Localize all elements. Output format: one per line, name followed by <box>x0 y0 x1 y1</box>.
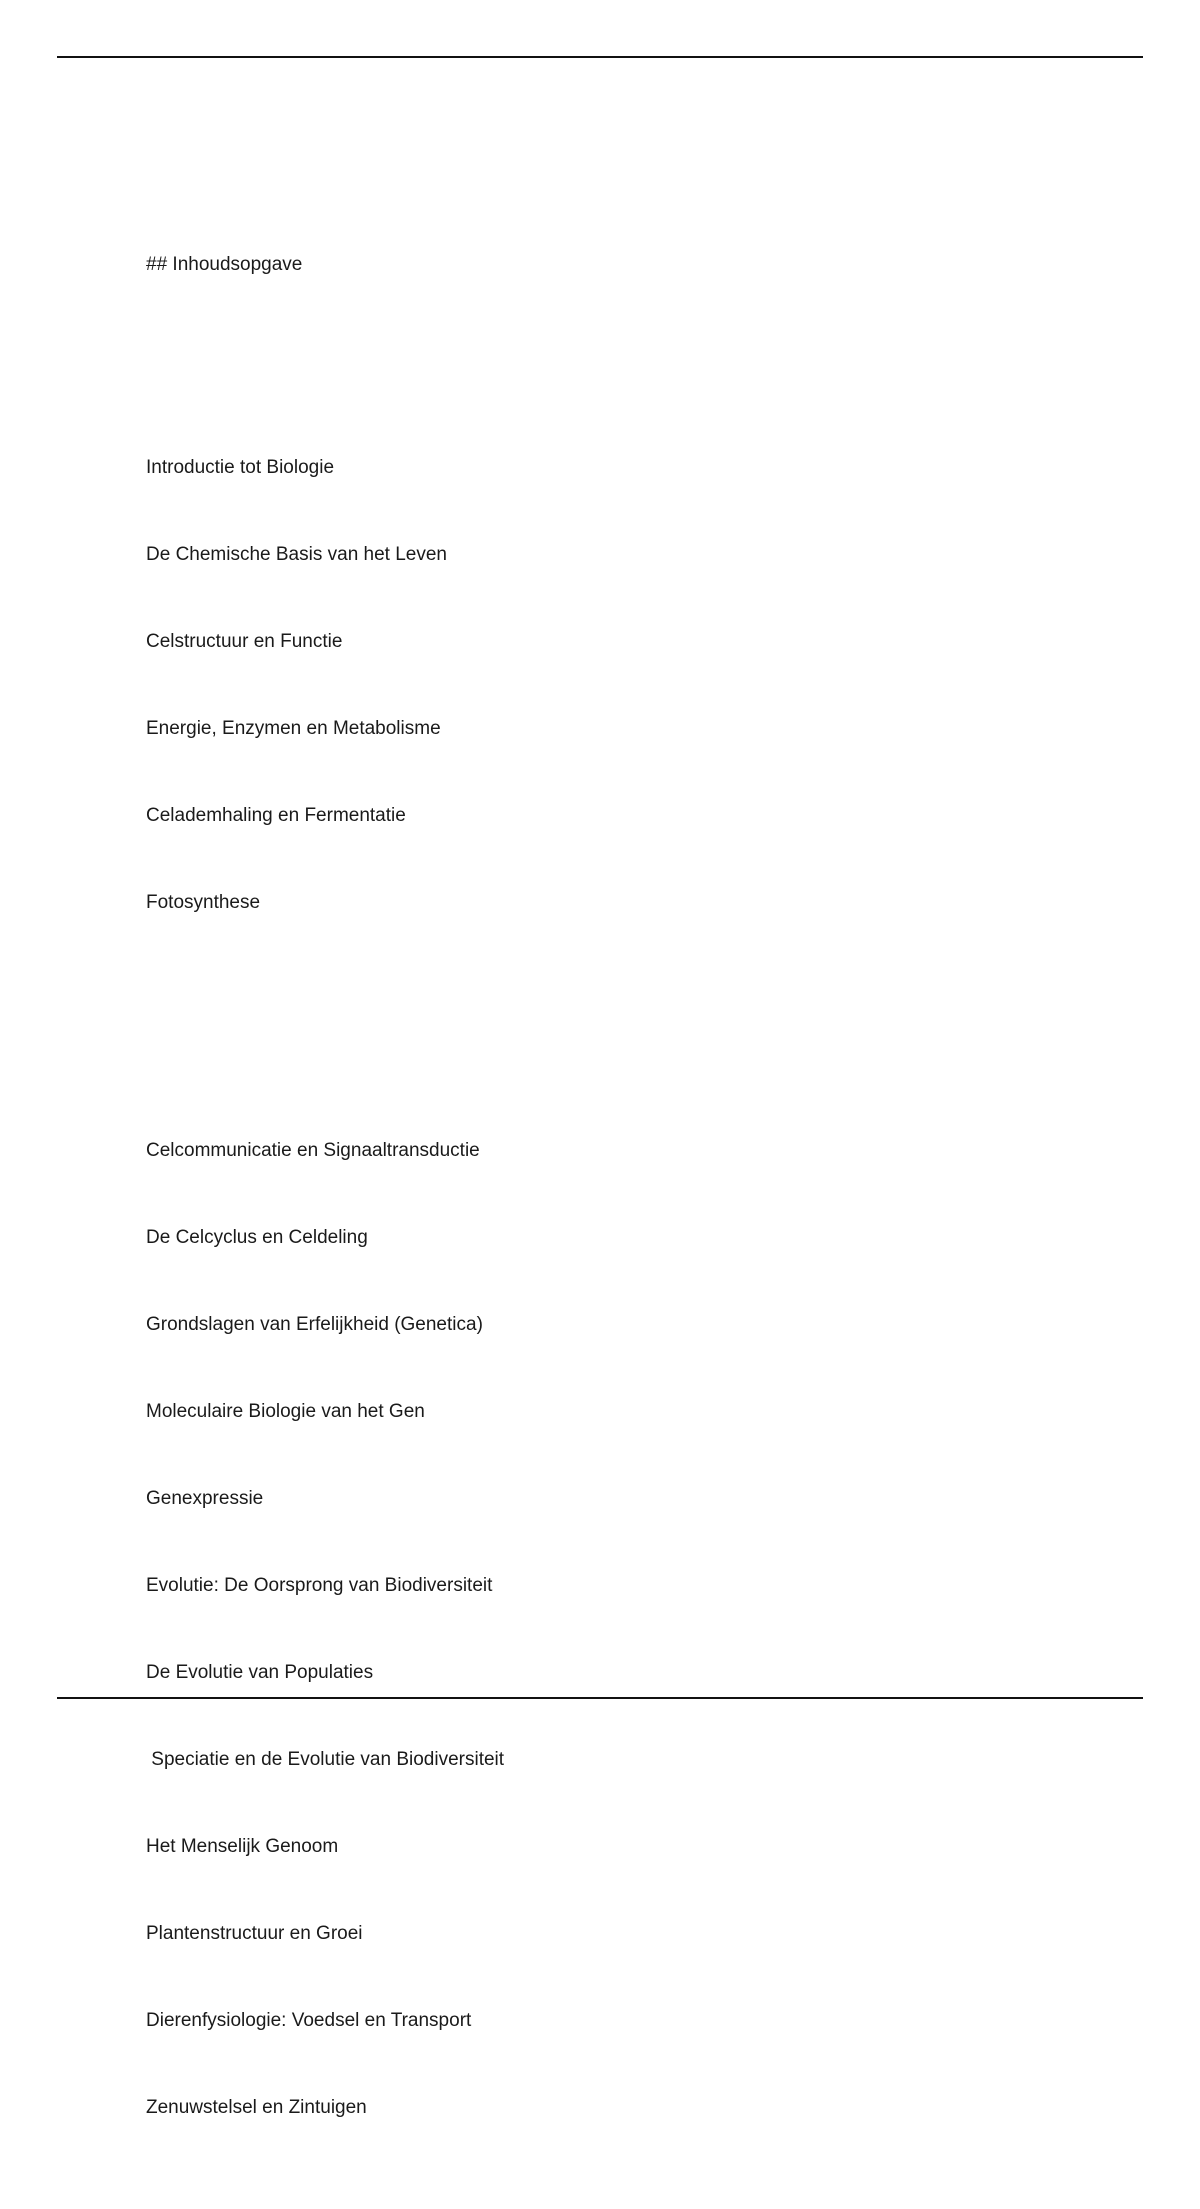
toc-item: Introductie tot Biologie <box>146 457 335 478</box>
toc-item: De Celcyclus en Celdeling <box>146 1227 368 1248</box>
toc-item: Celcommunicatie en Signaaltransductie <box>146 1140 480 1161</box>
toc-item: Celstructuur en Functie <box>146 631 343 652</box>
toc-item: De Evolutie van Populaties <box>146 1662 374 1683</box>
toc-group-2 <box>146 1078 504 2180</box>
toc-item: Grondslagen van Erfelijkheid (Genetica) <box>146 1314 483 1335</box>
toc-item: Fotosynthese <box>146 892 261 913</box>
table-of-contents <box>146 192 504 2209</box>
toc-item: Plantenstructuur en Groei <box>146 1923 363 1944</box>
toc-item: Evolutie: De Oorsprong van Biodiversiteit <box>146 1575 493 1596</box>
toc-group-1 <box>146 395 504 975</box>
toc-heading: ## Inhoudsopgave <box>146 254 303 275</box>
toc-item: Genexpressie <box>146 1488 264 1509</box>
toc-item: Speciatie en de Evolutie van Biodiversiteit <box>146 1749 505 1770</box>
toc-item: Dierenfysiologie: Voedsel en Transport <box>146 2010 472 2031</box>
toc-item: Moleculaire Biologie van het Gen <box>146 1401 425 1422</box>
header-rule <box>57 56 1143 58</box>
toc-item: Zenuwstelsel en Zintuigen <box>146 2097 367 2118</box>
toc-item: Celademhaling en Fermentatie <box>146 805 406 826</box>
toc-item: Energie, Enzymen en Metabolisme <box>146 718 441 739</box>
toc-item: De Chemische Basis van het Leven <box>146 544 447 565</box>
footer-rule <box>57 1697 1143 1699</box>
toc-item: Het Menselijk Genoom <box>146 1836 339 1857</box>
